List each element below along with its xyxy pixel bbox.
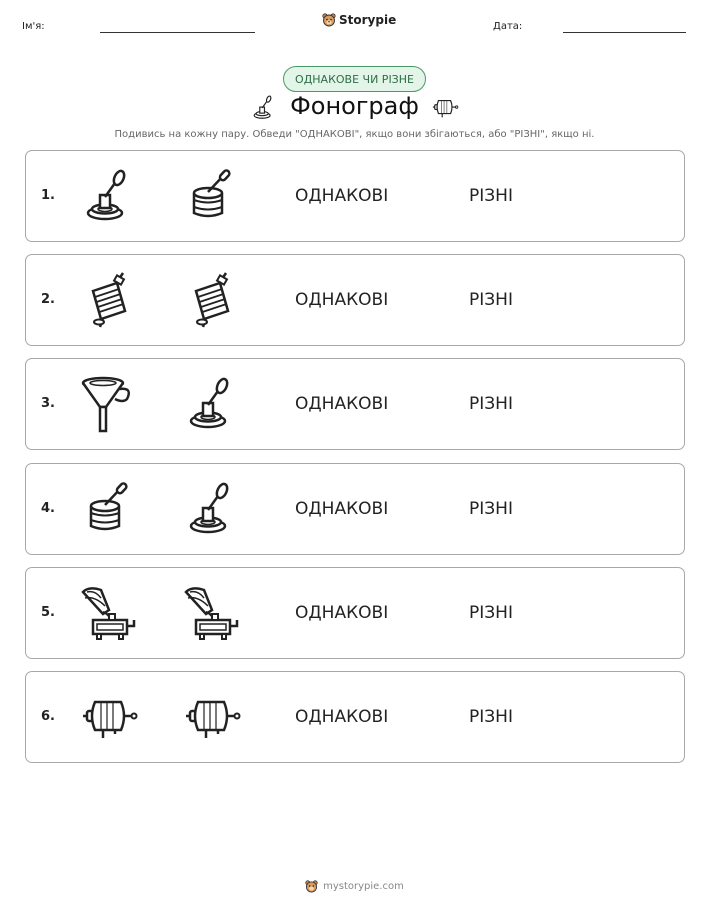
date-line[interactable] bbox=[563, 32, 686, 33]
option-same[interactable]: ОДНАКОВІ bbox=[295, 707, 389, 727]
wax-roll-icon bbox=[182, 271, 242, 331]
footer bbox=[0, 880, 709, 893]
option-same[interactable]: ОДНАКОВІ bbox=[295, 603, 389, 623]
date-label: Дата: bbox=[493, 21, 523, 32]
option-same[interactable]: ОДНАКОВІ bbox=[295, 394, 389, 414]
stylus-drum-icon bbox=[182, 167, 242, 227]
question-row bbox=[25, 254, 685, 346]
stylus-drum-icon bbox=[79, 480, 139, 540]
crank-phonograph-icon bbox=[182, 375, 242, 435]
cylinder-icon bbox=[182, 688, 242, 748]
row-number: 1. bbox=[41, 188, 55, 203]
bear-face-icon bbox=[305, 880, 318, 893]
crank-phonograph-icon bbox=[182, 480, 242, 540]
option-same[interactable]: ОДНАКОВІ bbox=[295, 499, 389, 519]
option-different[interactable]: РІЗНІ bbox=[469, 499, 513, 519]
gramophone-icon bbox=[79, 584, 139, 644]
cylinder-icon bbox=[79, 688, 139, 748]
bear-face-icon bbox=[322, 13, 336, 27]
row-number: 5. bbox=[41, 605, 55, 620]
page-title: Фонограф bbox=[290, 92, 419, 120]
row-number: 4. bbox=[41, 501, 55, 516]
row-number: 6. bbox=[41, 709, 55, 724]
row-number: 2. bbox=[41, 292, 55, 307]
question-row bbox=[25, 358, 685, 450]
cylinder-icon bbox=[430, 94, 460, 126]
title-row bbox=[0, 92, 709, 126]
storypie-logo bbox=[322, 13, 396, 27]
crank-phonograph-icon bbox=[79, 167, 139, 227]
name-line[interactable] bbox=[100, 32, 255, 33]
option-different[interactable]: РІЗНІ bbox=[469, 707, 513, 727]
logo-text: Storypie bbox=[339, 13, 397, 27]
name-label: Ім'я: bbox=[22, 21, 45, 32]
question-row bbox=[25, 567, 685, 659]
question-row bbox=[25, 150, 685, 242]
question-row bbox=[25, 463, 685, 555]
instructions: Подивись на кожну пару. Обведи "ОДНАКОВІ", якщо вони збігаються, або "РІЗНІ", якщо ні. bbox=[114, 129, 595, 140]
option-different[interactable]: РІЗНІ bbox=[469, 394, 513, 414]
option-different[interactable]: РІЗНІ bbox=[469, 603, 513, 623]
option-different[interactable]: РІЗНІ bbox=[469, 290, 513, 310]
option-same[interactable]: ОДНАКОВІ bbox=[295, 186, 389, 206]
footer-url: mystorypie.com bbox=[323, 881, 404, 892]
option-same[interactable]: ОДНАКОВІ bbox=[295, 290, 389, 310]
wax-roll-icon bbox=[79, 271, 139, 331]
gramophone-icon bbox=[182, 584, 242, 644]
activity-badge: ОДНАКОВЕ ЧИ РІЗНЕ bbox=[283, 66, 426, 92]
row-number: 3. bbox=[41, 396, 55, 411]
option-different[interactable]: РІЗНІ bbox=[469, 186, 513, 206]
funnel-horn-icon bbox=[79, 375, 139, 435]
question-row bbox=[25, 671, 685, 763]
